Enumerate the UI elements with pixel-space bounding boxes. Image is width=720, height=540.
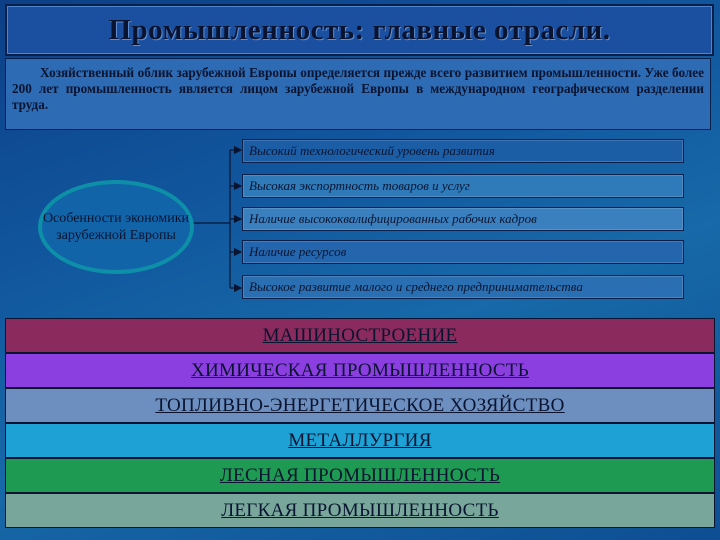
feature-box: Высокий технологический уровень развития bbox=[242, 139, 684, 163]
branch-chemical: ХИМИЧЕСКАЯ ПРОМЫШЛЕННОСТЬ bbox=[5, 353, 715, 388]
branch-metallurgy: МЕТАЛЛУРГИЯ bbox=[5, 423, 715, 458]
feature-box: Наличие высококвалифицированных рабочих кадров bbox=[242, 207, 684, 231]
branch-forestry: ЛЕСНАЯ ПРОМЫШЛЕННОСТЬ bbox=[5, 458, 715, 493]
feature-box: Наличие ресурсов bbox=[242, 240, 684, 264]
feature-box: Высокая экспортность товаров и услуг bbox=[242, 174, 684, 198]
center-oval bbox=[38, 180, 194, 274]
feature-box: Высокое развитие малого и среднего предпринимательства bbox=[242, 275, 684, 299]
page-title: Промышленность: главные отрасли. bbox=[5, 4, 714, 56]
branch-machinery: МАШИНОСТРОЕНИЕ bbox=[5, 318, 715, 353]
intro-paragraph: Хозяйственный облик зарубежной Европы определяется прежде всего развитием промышленности. Уже более 200 лет промышленность является лицом зарубежной Европы в международном географическом разделении труда. bbox=[5, 58, 711, 130]
branch-light-industry: ЛЕГКАЯ ПРОМЫШЛЕННОСТЬ bbox=[5, 493, 715, 528]
center-label: Особенности экономики зарубежной Европы bbox=[42, 211, 190, 243]
branch-fuel-energy: ТОПЛИВНО-ЭНЕРГЕТИЧЕСКОЕ ХОЗЯЙСТВО bbox=[5, 388, 715, 423]
